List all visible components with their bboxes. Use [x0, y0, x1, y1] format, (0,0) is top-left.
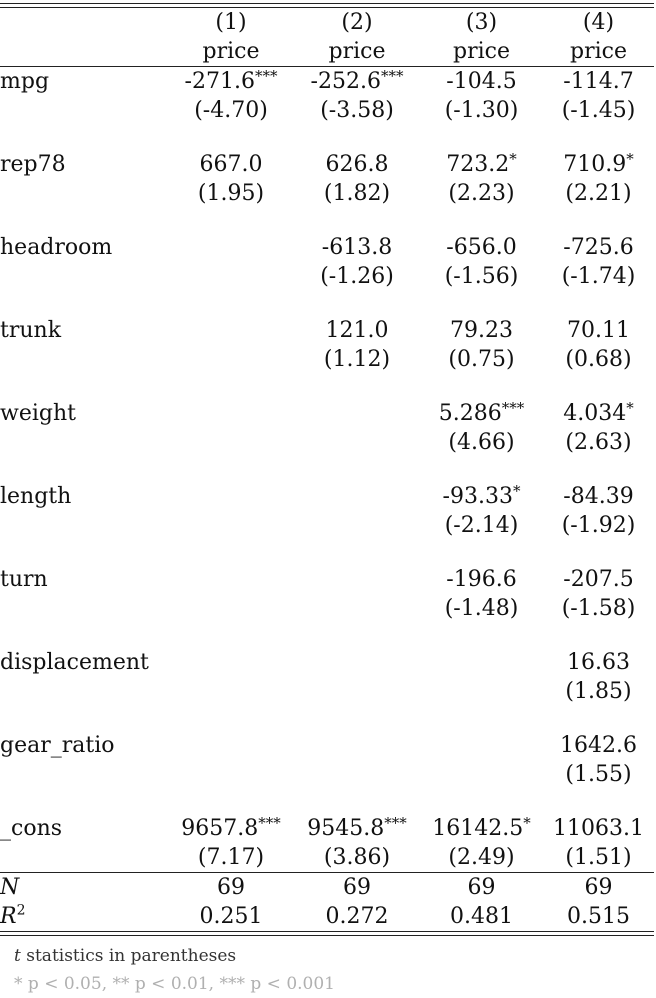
- tstat-row: [0, 345, 654, 374]
- r2-value: 0.251: [199, 904, 263, 929]
- tstat-cell: (-1.26): [320, 264, 394, 289]
- coef-row: [0, 399, 654, 428]
- tstat-cell: [294, 428, 420, 457]
- notes-tstat-line: [14, 942, 335, 970]
- tstat-cell: (-1.45): [561, 98, 636, 123]
- tstat-cell: (-2.14): [444, 513, 519, 538]
- tstat-blank: [0, 760, 168, 789]
- significance-stars: *: [509, 150, 517, 168]
- header-blank: [0, 37, 168, 67]
- row-spacer-cell: [0, 374, 654, 399]
- coef-cell: [168, 399, 294, 428]
- coef-value: 16142.5: [432, 816, 524, 841]
- row-spacer: [0, 706, 654, 731]
- coef-cell: [168, 731, 294, 760]
- coef-cell: [543, 316, 654, 345]
- tstat-cell: [420, 760, 543, 789]
- row-spacer-cell: [0, 125, 654, 150]
- variable-label: length: [0, 484, 72, 509]
- coef-cell: [420, 731, 543, 760]
- tstat-cell: [168, 677, 294, 706]
- n-value: 69: [217, 875, 245, 900]
- row-spacer-cell: [0, 540, 654, 565]
- tstat-cell: (2.63): [565, 430, 632, 455]
- coef-cell: [543, 731, 654, 760]
- coef-cell: [543, 399, 654, 428]
- coef-value: 1642.6: [560, 733, 637, 758]
- coef-value: 626.8: [325, 152, 389, 177]
- notes-significance-line: * p < 0.05, ** p < 0.01, *** p < 0.001: [14, 974, 335, 994]
- n-value: 69: [467, 875, 496, 900]
- coef-cell: [420, 399, 543, 428]
- coef-cell: [294, 316, 420, 345]
- tstat-cell: [168, 262, 294, 291]
- row-spacer-cell: [0, 789, 654, 814]
- variable-label: gear_ratio: [0, 733, 115, 758]
- r2-label: [0, 902, 168, 932]
- coef-cell: [543, 482, 654, 511]
- n-symbol: N: [0, 875, 20, 900]
- coef-cell: [294, 150, 420, 179]
- column-number: (3): [465, 10, 498, 35]
- row-spacer: [0, 457, 654, 482]
- coef-cell: [543, 233, 654, 262]
- variable-label: weight: [0, 401, 76, 426]
- row-spacer-cell: [0, 706, 654, 731]
- coef-cell: [294, 67, 420, 96]
- tstat-cell: (-1.58): [561, 596, 636, 621]
- tstat-cell: [168, 760, 294, 789]
- coef-cell: [294, 648, 420, 677]
- tstat-cell: (2.23): [448, 181, 515, 206]
- coef-cell: [294, 233, 420, 262]
- variable-label: trunk: [0, 318, 62, 343]
- coef-value: 9545.8: [307, 816, 385, 841]
- tstat-cell: (1.82): [323, 181, 391, 206]
- coef-value: 121.0: [325, 318, 389, 343]
- significance-stars: *: [523, 814, 531, 832]
- tstat-cell: (-4.70): [194, 98, 268, 123]
- coef-value: 667.0: [199, 152, 263, 177]
- coef-value: -271.6: [184, 69, 255, 94]
- variable-label: mpg: [0, 69, 50, 94]
- coef-cell: [420, 648, 543, 677]
- header-row-numbers: [0, 8, 654, 37]
- tstat-row: [0, 428, 654, 457]
- coef-value: -656.0: [446, 235, 517, 260]
- row-spacer: [0, 291, 654, 316]
- significance-stars: *: [626, 150, 634, 168]
- row-spacer: [0, 374, 654, 399]
- column-number: (2): [341, 10, 373, 35]
- n-value: 69: [584, 875, 613, 900]
- row-spacer-cell: [0, 291, 654, 316]
- tstat-blank: [0, 428, 168, 457]
- tstat-row: [0, 96, 654, 125]
- variable-label: displacement: [0, 650, 149, 675]
- coef-cell: [168, 150, 294, 179]
- table-body: [0, 8, 654, 936]
- tstat-cell: (-1.56): [444, 264, 519, 289]
- column-depvar: price: [328, 39, 386, 64]
- tstat-row: [0, 594, 654, 623]
- coef-cell: [420, 814, 543, 843]
- coef-value: -725.6: [563, 235, 634, 260]
- tstat-cell: (2.21): [565, 181, 632, 206]
- r2-symbol: R: [0, 904, 17, 929]
- coef-row: [0, 731, 654, 760]
- coef-cell: [543, 648, 654, 677]
- regression-table: [0, 8, 654, 936]
- header-blank: [0, 8, 168, 37]
- tstat-blank: [0, 345, 168, 374]
- tstat-cell: (-1.74): [561, 264, 636, 289]
- row-spacer: [0, 208, 654, 233]
- coef-value: 723.2: [446, 152, 510, 177]
- coef-cell: [168, 233, 294, 262]
- coef-cell: [294, 565, 420, 594]
- coef-value: 9657.8: [181, 816, 259, 841]
- bottom-rule-inner: [0, 936, 654, 937]
- r2-value: 0.481: [450, 904, 513, 929]
- coef-value: 79.23: [450, 318, 513, 343]
- tstat-cell: [294, 677, 420, 706]
- tstat-cell: (1.51): [565, 845, 632, 870]
- column-number: (4): [582, 10, 615, 35]
- tstat-blank: [0, 843, 168, 873]
- significance-stars: ***: [380, 67, 404, 85]
- coef-cell: [543, 814, 654, 843]
- coef-row: [0, 565, 654, 594]
- tstat-row: [0, 677, 654, 706]
- notes-tstat-text: statistics in parentheses: [20, 946, 237, 966]
- coef-row: [0, 482, 654, 511]
- row-spacer: [0, 540, 654, 565]
- variable-label: _cons: [0, 816, 63, 841]
- column-depvar: price: [202, 39, 260, 64]
- r2-value: 0.515: [567, 904, 630, 929]
- variable-label: turn: [0, 567, 48, 592]
- tstat-cell: (2.49): [448, 845, 515, 870]
- coef-cell: [420, 233, 543, 262]
- row-spacer-cell: [0, 623, 654, 648]
- tstat-cell: (-1.30): [444, 98, 519, 123]
- coef-cell: [168, 482, 294, 511]
- tstat-cell: [168, 511, 294, 540]
- coef-cell: [543, 565, 654, 594]
- tstat-row: [0, 760, 654, 789]
- tstat-cell: [294, 511, 420, 540]
- coef-row: [0, 316, 654, 345]
- tstat-blank: [0, 262, 168, 291]
- coef-value: -207.5: [563, 567, 634, 592]
- variable-label: rep78: [0, 152, 66, 177]
- tstat-cell: (0.68): [565, 347, 632, 372]
- coef-value: -613.8: [321, 235, 393, 260]
- tstat-cell: (1.55): [565, 762, 632, 787]
- coef-value: -114.7: [563, 69, 634, 94]
- coef-cell: [168, 67, 294, 96]
- tstat-row: [0, 511, 654, 540]
- tstat-cell: (1.95): [197, 181, 265, 206]
- n-row: [0, 873, 654, 902]
- coef-cell: [543, 67, 654, 96]
- coef-cell: [168, 316, 294, 345]
- r2-row: [0, 902, 654, 932]
- tstat-cell: (4.66): [448, 430, 515, 455]
- tstat-cell: (-3.58): [320, 98, 394, 123]
- coef-value: 16.63: [567, 650, 630, 675]
- row-spacer-cell: [0, 457, 654, 482]
- coef-cell: [543, 150, 654, 179]
- significance-stars: ***: [384, 814, 407, 832]
- n-label: [0, 873, 168, 902]
- column-depvar: price: [453, 39, 510, 64]
- variable-label: headroom: [0, 235, 113, 260]
- coef-row: [0, 233, 654, 262]
- coef-value: -104.5: [446, 69, 517, 94]
- coef-row: [0, 150, 654, 179]
- significance-stars: ***: [501, 399, 525, 417]
- coef-cell: [294, 731, 420, 760]
- tstat-cell: (1.85): [565, 679, 632, 704]
- significance-stars: ***: [258, 814, 281, 832]
- row-spacer-cell: [0, 208, 654, 233]
- tstat-row: [0, 262, 654, 291]
- tstat-row: [0, 179, 654, 208]
- coef-row: [0, 814, 654, 843]
- tstat-cell: (0.75): [448, 347, 515, 372]
- significance-stars: ***: [254, 67, 278, 85]
- header-row-depvar: [0, 37, 654, 67]
- r2-value: 0.272: [325, 904, 389, 929]
- row-spacer: [0, 623, 654, 648]
- coef-value: 710.9: [563, 152, 627, 177]
- coef-value: 11063.1: [553, 816, 644, 841]
- table-notes: [14, 942, 335, 998]
- bottom-rule-inner-cell: [0, 936, 654, 937]
- coef-cell: [420, 482, 543, 511]
- tstat-cell: [168, 345, 294, 374]
- tstat-cell: (1.12): [323, 347, 391, 372]
- top-rule-outer: [0, 3, 654, 4]
- tstat-cell: [294, 594, 420, 623]
- coef-row: [0, 67, 654, 96]
- coef-value: -84.39: [563, 484, 634, 509]
- tstat-cell: (-1.48): [444, 596, 519, 621]
- coef-row: [0, 648, 654, 677]
- tstat-cell: (3.86): [323, 845, 391, 870]
- significance-stars: *: [626, 399, 634, 417]
- coef-cell: [294, 814, 420, 843]
- coef-cell: [420, 316, 543, 345]
- r2-superscript: 2: [16, 902, 26, 919]
- tstat-cell: [420, 677, 543, 706]
- coef-cell: [168, 814, 294, 843]
- coef-value: -252.6: [310, 69, 381, 94]
- coef-value: -196.6: [446, 567, 517, 592]
- tstat-blank: [0, 96, 168, 125]
- tstat-blank: [0, 594, 168, 623]
- coef-cell: [420, 150, 543, 179]
- row-spacer: [0, 125, 654, 150]
- significance-stars: *: [512, 482, 521, 500]
- coef-value: 5.286: [438, 401, 502, 426]
- row-spacer: [0, 789, 654, 814]
- coef-value: 70.11: [567, 318, 630, 343]
- coef-cell: [294, 482, 420, 511]
- coef-cell: [294, 399, 420, 428]
- tstat-cell: (7.17): [197, 845, 265, 870]
- tstat-cell: [168, 428, 294, 457]
- coef-value: -93.33: [442, 484, 513, 509]
- coef-cell: [420, 67, 543, 96]
- coef-cell: [420, 565, 543, 594]
- notes-t-symbol: t: [14, 946, 21, 966]
- coef-cell: [168, 565, 294, 594]
- tstat-cell: [294, 760, 420, 789]
- tstat-cell: (-1.92): [561, 513, 636, 538]
- tstat-row: [0, 843, 654, 873]
- column-number: (1): [215, 10, 247, 35]
- tstat-blank: [0, 179, 168, 208]
- tstat-cell: [168, 594, 294, 623]
- tstat-blank: [0, 511, 168, 540]
- tstat-blank: [0, 677, 168, 706]
- n-value: 69: [343, 875, 371, 900]
- coef-cell: [168, 648, 294, 677]
- column-depvar: price: [570, 39, 627, 64]
- coef-value: 4.034: [563, 401, 627, 426]
